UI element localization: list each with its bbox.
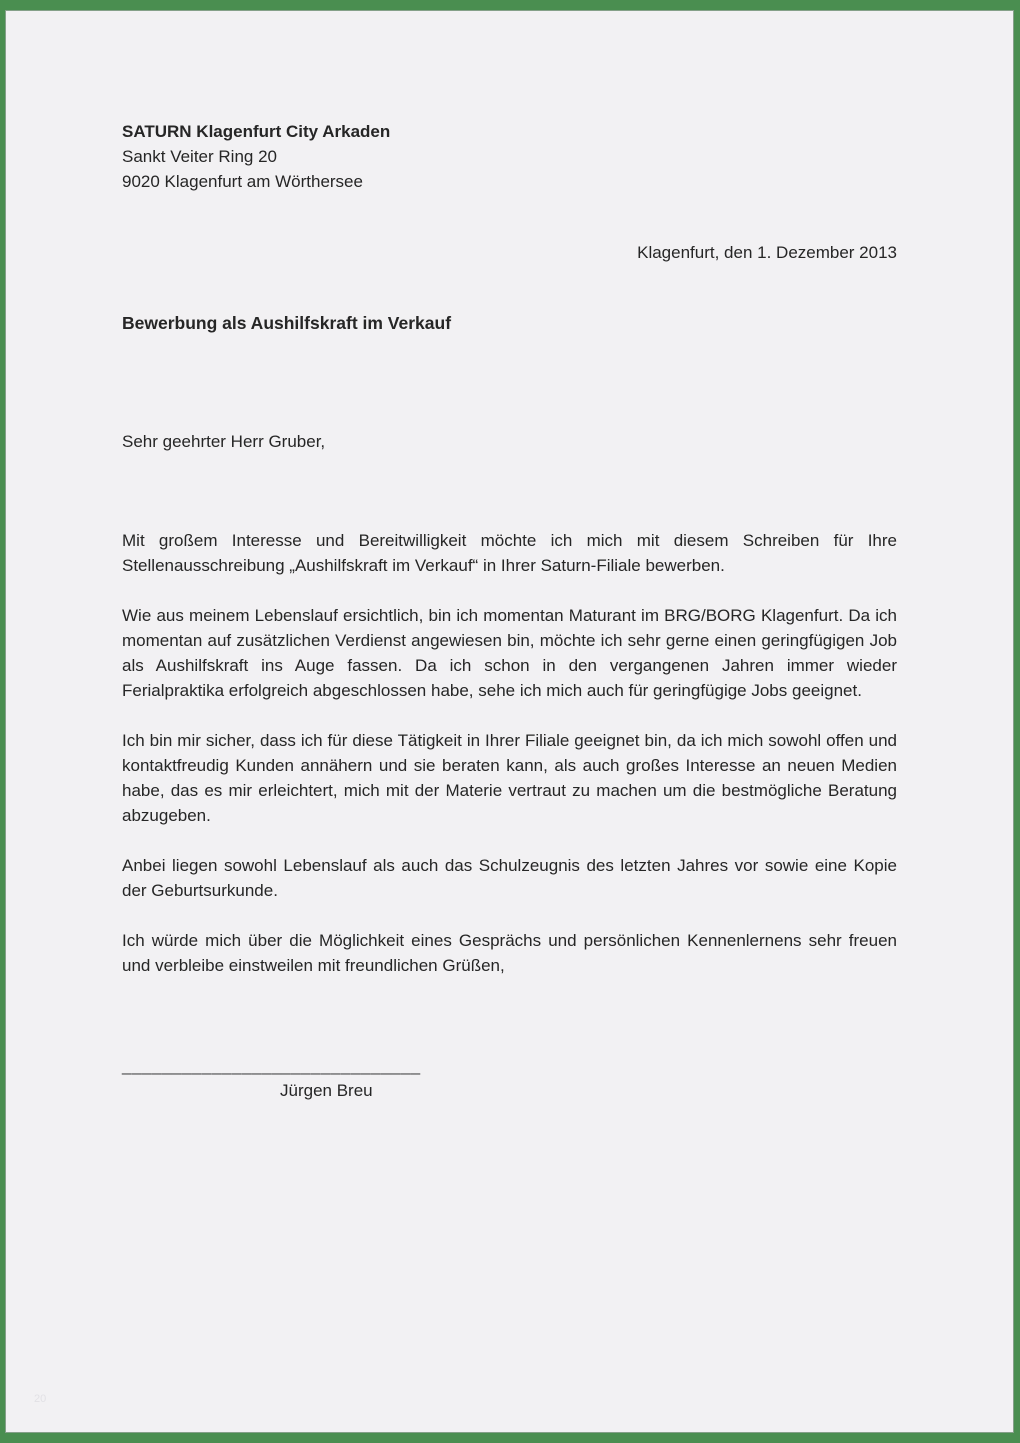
signature-rule: ______________________________ — [122, 1056, 421, 1075]
body-paragraph: Ich bin mir sicher, dass ich für diese Tätigkeit in Ihrer Filiale geeignet bin, da ich mich sowohl offen und kontaktfreudig Kunden annähern und sie beraten kann, als auch großes Interesse an neuen Medien habe, das es mir erleichtert, mich mit der Materie vertraut zu machen um die bestmögliche Beratung abzugeben. — [122, 731, 897, 825]
body-paragraph: Mit großem Interesse und Bereitwilligkeit möchte ich mich mit diesem Schreiben für Ihre Stellenausschreibung „Aushilfskraft im Verkauf“ in Ihrer Saturn-Filiale bewerben. — [122, 531, 897, 575]
date-line: Klagenfurt, den 1. Dezember 2013 — [637, 243, 897, 262]
body-paragraph: Ich würde mich über die Möglichkeit eines Gesprächs und persönlichen Kennenlernens sehr freuen und verbleibe einstweilen mit freundlichen Grüßen, — [122, 931, 897, 975]
salutation: Sehr geehrter Herr Gruber, — [122, 432, 326, 451]
recipient-city: 9020 Klagenfurt am Wörthersee — [122, 172, 363, 191]
recipient-address-block — [122, 119, 897, 194]
page-watermark: 20 — [34, 1393, 47, 1405]
signature-block — [122, 1053, 897, 1103]
body-paragraph: Wie aus meinem Lebenslauf ersichtlich, bin ich momentan Maturant im BRG/BORG Klagenfurt. Da ich momentan auf zusätzlichen Verdienst angewiesen bin, möchte ich sehr gerne einen geringfügigen Job als Aushilfskraft ins Auge fassen. Da ich schon in den vergangenen Jahren immer wieder Ferialpraktika erfolgreich abgeschlossen habe, sehe ich mich auch für geringfügige Jobs geeignet. — [122, 606, 897, 700]
letter-body — [5, 10, 1014, 1103]
recipient-name: SATURN Klagenfurt City Arkaden — [122, 122, 391, 141]
signature-name: Jürgen Breu — [280, 1081, 373, 1100]
subject-line: Bewerbung als Aushilfskraft im Verkauf — [122, 313, 452, 333]
body-paragraph: Anbei liegen sowohl Lebenslauf als auch das Schulzeugnis des letzten Jahres vor sowie eine Kopie der Geburtsurkunde. — [122, 856, 897, 900]
recipient-street: Sankt Veiter Ring 20 — [122, 147, 277, 166]
